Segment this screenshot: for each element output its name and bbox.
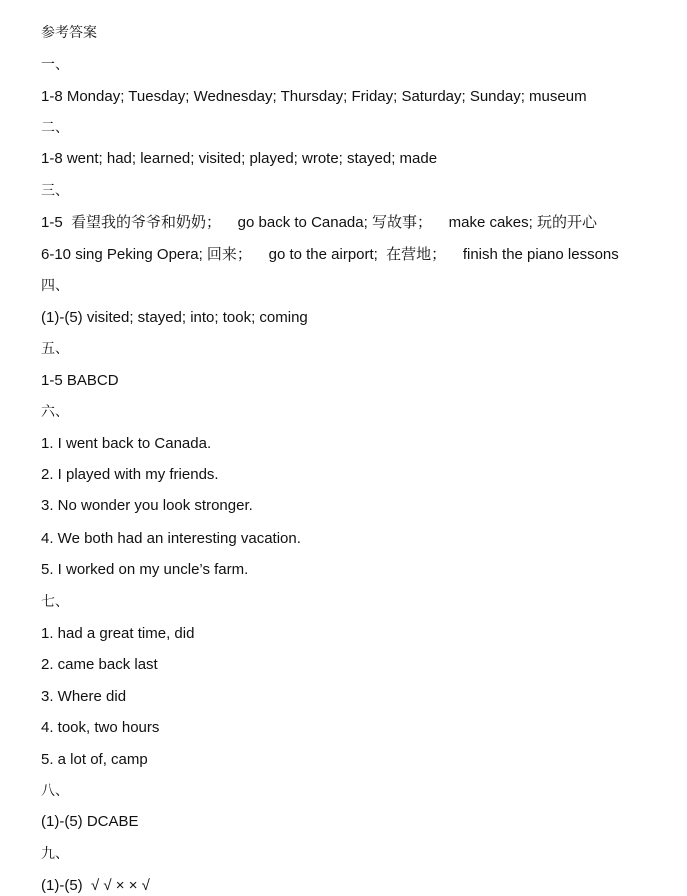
section-8-answers: (1)-(5) DCABE — [41, 813, 139, 830]
section-6-item: 1. I went back to Canada. — [41, 435, 212, 452]
page-title: 参考答案 — [41, 25, 97, 41]
section-4-answers: (1)-(5) visited; stayed; into; took; coming — [41, 309, 308, 326]
section-3-answers-1-5: 1-5 看望我的爷爷和奶奶； go back to Canada; 写故事； make cakes; 玩的开心 — [41, 214, 597, 231]
section-4-heading: 四、 — [41, 278, 69, 294]
section-7-item: 5. a lot of, camp — [41, 751, 148, 768]
section-1-answers: 1-8 Monday; Tuesday; Wednesday; Thursday; Friday; Saturday; Sunday; museum — [41, 88, 587, 105]
section-6-item: 2. I played with my friends. — [41, 466, 219, 483]
answer-key-page — [41, 0, 687, 896]
section-7-item: 4. took, two hours — [41, 719, 160, 736]
section-6-heading: 六、 — [41, 404, 69, 420]
section-7-heading: 七、 — [41, 594, 69, 610]
section-2-heading: 二、 — [41, 120, 69, 136]
section-6-item: 4. We both had an interesting vacation. — [41, 530, 301, 547]
section-5-heading: 五、 — [41, 341, 69, 357]
section-7-item: 1. had a great time, did — [41, 625, 195, 642]
section-3-heading: 三、 — [41, 183, 69, 199]
section-6-item: 3. No wonder you look stronger. — [41, 497, 253, 514]
section-5-answers: 1-5 BABCD — [41, 372, 119, 389]
section-3-answers-6-10: 6-10 sing Peking Opera; 回来； go to the airport; 在营地； finish the piano lessons — [41, 246, 619, 263]
section-1-heading: 一、 — [41, 57, 69, 73]
section-9-answers: (1)-(5) √ √ × × √ — [41, 877, 150, 894]
section-6-item: 5. I worked on my uncle’s farm. — [41, 561, 249, 578]
section-8-heading: 八、 — [41, 783, 69, 799]
section-9-heading: 九、 — [41, 846, 69, 862]
section-2-answers: 1-8 went; had; learned; visited; played; wrote; stayed; made — [41, 150, 438, 167]
section-7-item: 2. came back last — [41, 656, 158, 673]
section-7-item: 3. Where did — [41, 688, 127, 705]
